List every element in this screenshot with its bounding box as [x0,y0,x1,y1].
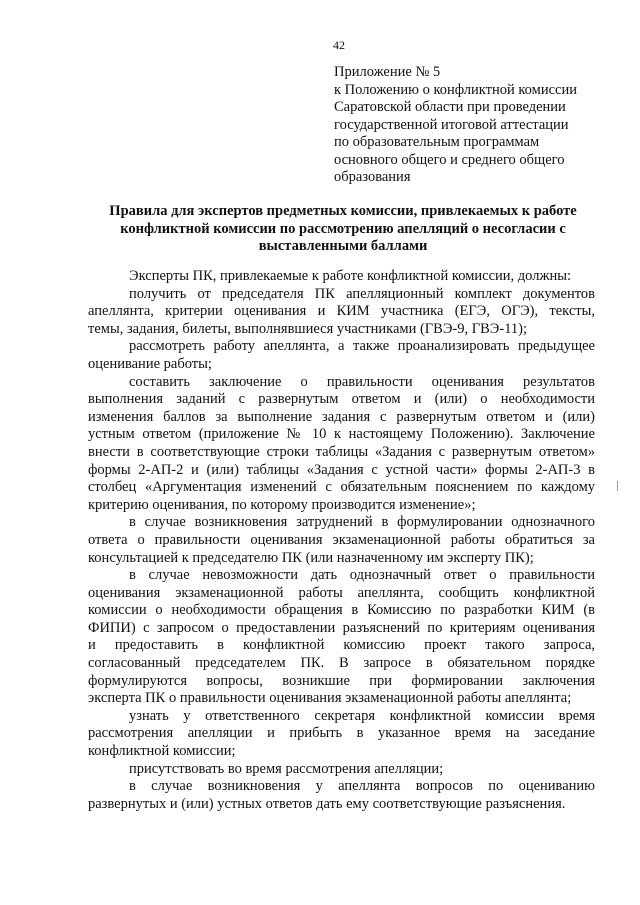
paragraph-line: Эксперты ПК, привлекаемые к работе конфликтной комиссии, должны: [129,268,572,284]
paragraph-line: составить заключение о правильности оценивания результатов [129,373,595,390]
paragraph-line: эксперта ПК о правильности оценивания экзаменационной работы апеллянта; [88,690,572,707]
paragraph-line: конфликтной комиссии; [88,743,236,760]
paragraph-line: в случае невозможности дать однозначный ответ о правильности [129,567,595,584]
appendix-line: образования [334,169,411,185]
paragraph-line: оценивания экзаменационной работы апеллянта, сообщить конфликтной [88,584,595,601]
paragraph [88,268,595,286]
document-body [88,268,595,813]
appendix-line: государственной итоговой аттестации [334,116,569,133]
paragraph-line: узнать у ответственного секретаря конфликтной комиссии время [129,707,595,724]
paragraph [88,761,595,779]
paragraph-line: ФИПИ) с запросом о предоставлении разъяснений по критериям оценивания [88,619,595,636]
paragraph-line: оценивание работы; [88,355,212,372]
paragraph-line: присутствовать во время рассмотрения апелляции; [129,760,444,777]
paragraph-line: в случае возникновения у апеллянта вопросов по оцениванию [129,778,595,795]
paragraph-line: внести в соответствующие строки таблицы «Задания с развернутым ответом» [88,443,595,460]
paragraph [88,708,595,761]
paragraph-line: рассмотрения апелляции и прибыть в указанное время на заседание [88,725,595,742]
paragraph-line: устным ответом (приложение № 10 к настоящему Положению). Заключение [88,426,595,443]
paragraph-line: апеллянта, критерии оценивания и КИМ участника (ЕГЭ, ОГЭ), тексты, [88,303,595,320]
paragraph-line: в случае возникновения затруднений в формулировании однозначного [129,514,595,531]
paragraph-line: формы 2-АП-2 и (или) таблицы «Задания с устной части» формы 2-АП-3 в [88,461,595,478]
paragraph-line: изменения баллов за выполнение задания с развернутым ответом и (или) [88,408,595,425]
paragraph [88,286,595,339]
paragraph [88,338,595,373]
paragraph [88,567,595,708]
paragraph-line: развернутых и (или) устных ответов дать ему соответствующие разъяснения. [88,795,566,812]
appendix-line: Приложение № 5 [334,64,441,80]
title-line: выставленными баллами [258,238,428,254]
paragraph [88,778,595,813]
paragraph-line: получить от председателя ПК апелляционный комплект документов [129,285,595,302]
paragraph [88,374,595,515]
paragraph-line: выполнения заданий с развернутым ответом и (или) о необходимости [88,391,595,408]
title-line: Правила для экспертов предметных комиссии, привлекаемых к работе [109,203,577,219]
paragraph [88,514,595,567]
paragraph-line: темы, задания, билеты, выполнявшиеся участниками (ГВЭ-9, ГВЭ-11); [88,320,528,337]
paragraph-line: согласованный председателем ПК. В запросе в обязательном порядке [88,655,595,672]
paragraph-line: комиссии о необходимости обращения в Комиссию по разработки КИМ (в [88,602,595,619]
document-title [88,203,598,256]
title-line: конфликтной комиссии по рассмотрению апелляций о несогласии с [120,220,566,237]
paragraph-line: критерию оценивания, по которому производится изменение»; [88,496,476,513]
paragraph-line: консультацией к председателю ПК (или назначенному им эксперту ПК); [88,549,534,566]
appendix-line: по образовательным программам [334,134,540,150]
appendix-line: основного общего и среднего общего [334,151,565,168]
appendix-header [334,64,604,187]
paragraph-line: и предоставить в конфликтной комиссию проект такого запроса, [88,637,595,654]
paragraph-line: рассмотреть работу апеллянта, а также проанализировать предыдущее [129,338,595,355]
page-number: 42 [333,38,345,52]
paragraph-line: ответа о правильности оценивания экзаменационной работы обратиться за [88,531,595,548]
margin-mark [617,481,621,491]
paragraph-line: столбец «Аргументация изменений с обязательным пояснением по каждому [88,479,595,496]
appendix-line: к Положению о конфликтной комиссии [334,81,577,98]
appendix-line: Саратовской области при проведении [334,99,566,115]
paragraph-line: формулируются вопросы, возникшие при формировании заключения [88,672,595,689]
